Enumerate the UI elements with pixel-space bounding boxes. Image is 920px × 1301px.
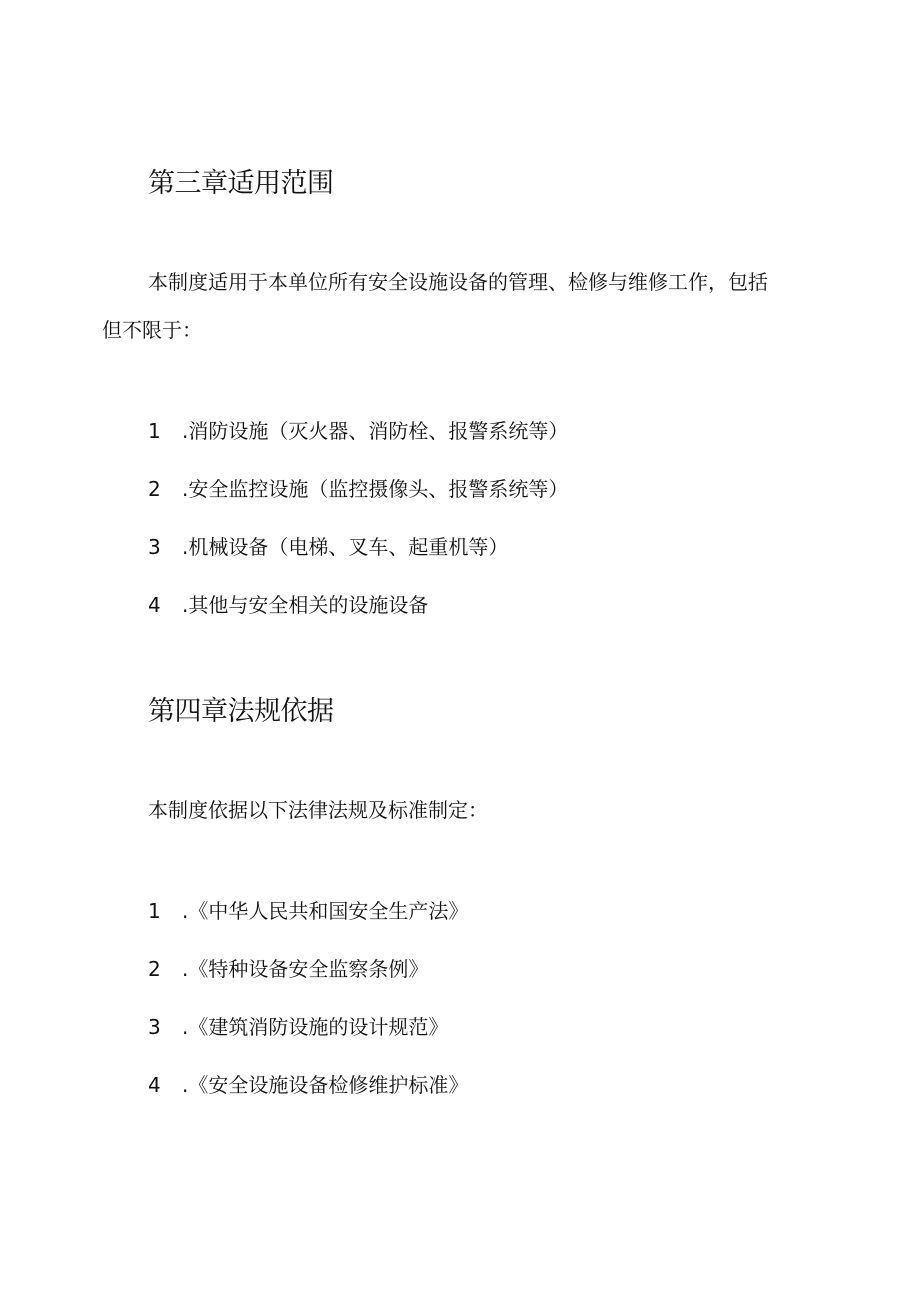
list-item-text: .《安全设施设备检修维护标准》 (182, 1073, 469, 1097)
list-item-number: 1 (148, 419, 161, 443)
list-item-text: .安全监控设施（监控摄像头、报警系统等） (182, 477, 569, 501)
list-item-number: 2 (148, 957, 161, 981)
list-item-number: 3 (148, 1015, 161, 1039)
chapter4-list-item (148, 1071, 468, 1099)
chapter3-list-item (148, 591, 428, 619)
chapter4-intro (148, 786, 820, 834)
list-item-number: 4 (148, 593, 161, 617)
chapter3-list-item (148, 533, 508, 561)
chapter4-list-item (148, 955, 428, 983)
chapter3-heading: 第三章适用范围 (148, 168, 334, 199)
chapter3-intro-line2: 但不限于： (102, 318, 202, 342)
list-item-text: .机械设备（电梯、叉车、起重机等） (182, 535, 509, 559)
chapter4-list-item (148, 1013, 448, 1041)
chapter3-intro-line1: 本制度适用于本单位所有安全设施设备的管理、检修与维修工作，包括 (148, 270, 768, 294)
list-item-number: 4 (148, 1073, 161, 1097)
chapter3-list-item (148, 417, 568, 445)
chapter4-intro-line1: 本制度依据以下法律法规及标准制定： (148, 798, 488, 822)
list-item-text: .消防设施（灭火器、消防栓、报警系统等） (182, 419, 569, 443)
list-item-text: .《中华人民共和国安全生产法》 (182, 899, 469, 923)
chapter4-list-item (148, 897, 468, 925)
list-item-number: 2 (148, 477, 161, 501)
chapter3-list-item (148, 475, 568, 503)
chapter4-heading: 第四章法规依据 (148, 696, 334, 727)
list-item-text: .《特种设备安全监察条例》 (182, 957, 429, 981)
list-item-text: .《建筑消防设施的设计规范》 (182, 1015, 449, 1039)
list-item-number: 1 (148, 899, 161, 923)
list-item-number: 3 (148, 535, 161, 559)
chapter3-intro (102, 258, 820, 354)
list-item-text: .其他与安全相关的设施设备 (182, 593, 429, 617)
